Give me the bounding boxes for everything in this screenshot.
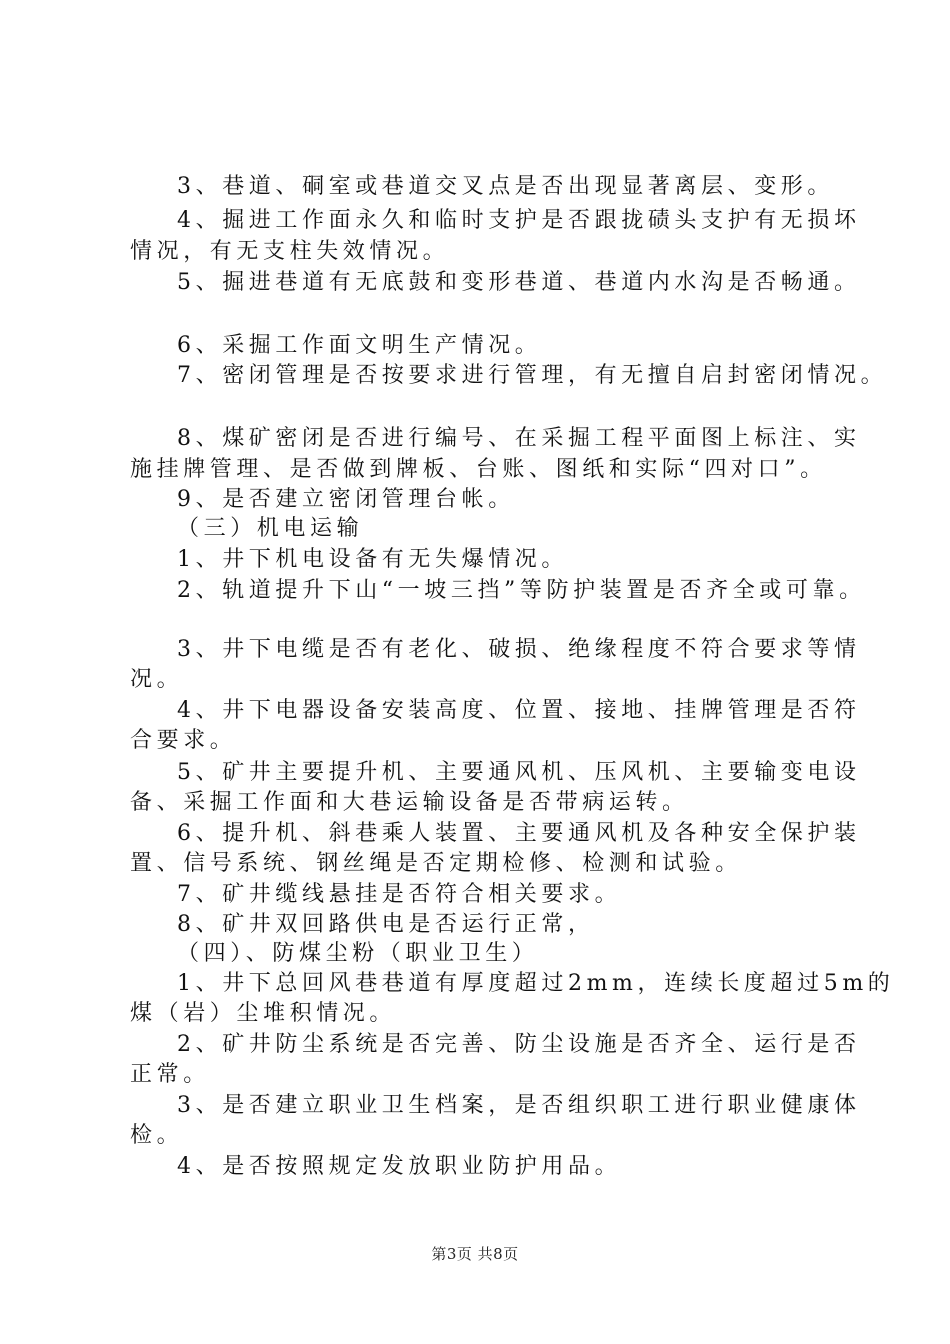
text-line: 检。 bbox=[130, 1123, 184, 1148]
text-line: 施挂牌管理、是否做到牌板、台账、图纸和实际“四对口”。 bbox=[130, 457, 827, 482]
text-line: 3、井下电缆是否有老化、破损、绝缘程度不符合要求等情 bbox=[177, 637, 861, 662]
text-line: 4、井下电器设备安装高度、位置、接地、挂牌管理是否符 bbox=[177, 698, 861, 723]
text-line: 7、密闭管理是否按要求进行管理，有无擅自启封密闭情况。 bbox=[177, 363, 888, 388]
text-line: 情况，有无支柱失效情况。 bbox=[130, 239, 450, 264]
text-line: 8、矿井双回路供电是否运行正常， bbox=[177, 912, 595, 937]
text-line: 7、矿井缆线悬挂是否符合相关要求。 bbox=[177, 882, 622, 907]
text-line: 3、是否建立职业卫生档案，是否组织职工进行职业健康体 bbox=[177, 1093, 861, 1118]
text-line: 6、采掘工作面文明生产情况。 bbox=[177, 333, 542, 358]
text-line: 煤（岩）尘堆积情况。 bbox=[130, 1001, 397, 1026]
text-line: 备、采掘工作面和大巷运输设备是否带病运转。 bbox=[130, 790, 689, 815]
text-line: 置、信号系统、钢丝绳是否定期检修、检测和试验。 bbox=[130, 851, 742, 876]
text-line: 9、是否建立密闭管理台帐。 bbox=[177, 487, 515, 512]
text-line: 5、掘进巷道有无底鼓和变形巷道、巷道内水沟是否畅通。 bbox=[177, 270, 861, 295]
text-line: 4、掘进工作面永久和临时支护是否跟拢碛头支护有无损坏 bbox=[177, 208, 861, 233]
page-number-footer: 第3页 共8页 bbox=[431, 1245, 519, 1263]
text-line: 正常。 bbox=[130, 1062, 210, 1087]
text-line: 1、井下总回风巷巷道有厚度超过2mm，连续长度超过5m的 bbox=[177, 971, 895, 996]
text-line: 1、井下机电设备有无失爆情况。 bbox=[177, 547, 568, 572]
text-line: 2、矿井防尘系统是否完善、防尘设施是否齐全、运行是否 bbox=[177, 1032, 861, 1057]
text-line: 3、巷道、硐室或巷道交叉点是否出现显著离层、变形。 bbox=[177, 174, 834, 199]
text-line: 合要求。 bbox=[130, 728, 237, 753]
text-line: 6、提升机、斜巷乘人装置、主要通风机及各种安全保护装 bbox=[177, 821, 861, 846]
text-line: 2、轨道提升下山“一坡三挡”等防护装置是否齐全或可靠。 bbox=[177, 578, 866, 603]
section-heading: （四）、防煤尘粉（职业卫生） bbox=[177, 941, 539, 966]
text-line: 况。 bbox=[130, 667, 184, 692]
text-line: 5、矿井主要提升机、主要通风机、压风机、主要输变电设 bbox=[177, 760, 861, 785]
text-line: 4、是否按照规定发放职业防护用品。 bbox=[177, 1154, 622, 1179]
section-heading: （三）机电运输 bbox=[177, 516, 364, 541]
text-line: 8、煤矿密闭是否进行编号、在采掘工程平面图上标注、实 bbox=[177, 426, 861, 451]
